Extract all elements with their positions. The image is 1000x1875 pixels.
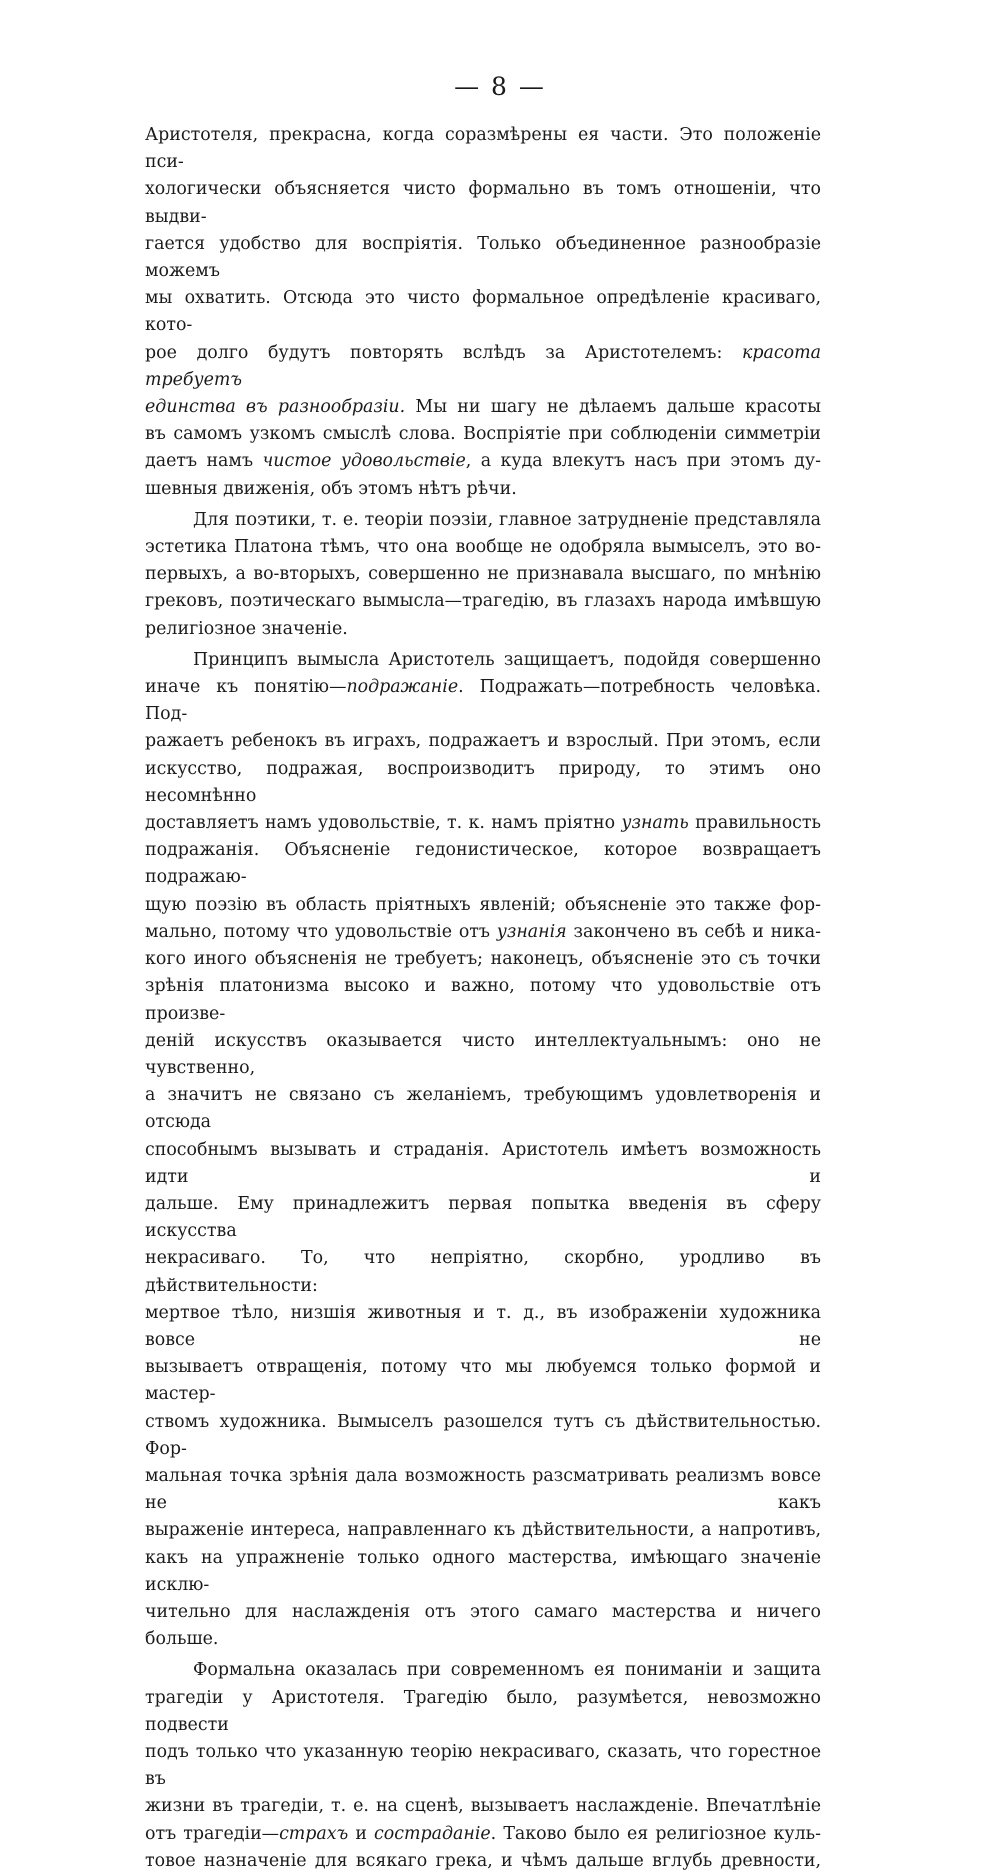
body-text — [145, 122, 821, 1875]
text-line: мертвое тѣло, низшія животныя и т. д., въ изображеніи художника вовсе не — [145, 1302, 821, 1350]
text-line: искусство, подражая, воспроизводитъ природу, то этимъ оно несомнѣнно — [145, 758, 821, 806]
text-line: мальная точка зрѣнія дала возможность разсматривать реализмъ вовсе не какъ — [145, 1465, 821, 1514]
text-line: Для поэтики, т. е. теоріи поэзіи, главное затрудненіе представляла — [193, 509, 821, 530]
text-run: . Таково было ея религіозное куль- — [490, 1823, 821, 1844]
text-line: ствомъ художника. Вымыселъ разошелся тутъ съ дѣйствительностью. Фор- — [145, 1411, 821, 1459]
paragraph-2 — [145, 507, 821, 643]
text-line: ражаетъ ребенокъ въ играхъ, подражаетъ и взрослый. При этомъ, если — [145, 731, 821, 752]
text-line: религіозное значеніе. — [145, 618, 348, 639]
text-line: деній искусствъ оказывается чисто интеллектуальнымъ: оно не чувственно, — [145, 1030, 821, 1078]
text-line: щую поэзію въ область пріятныхъ явленій; объясненіе это также фор- — [145, 894, 821, 915]
text-line — [145, 810, 821, 837]
text-line: грековъ, поэтическаго вымысла—трагедію, въ глазахъ народа имѣвшую — [145, 591, 821, 612]
text-line: чительно для наслажденія отъ этого самаго мастерства и ничего больше. — [145, 1601, 821, 1650]
text-line — [145, 1821, 821, 1848]
text-run: закончено въ себѣ и ника- — [566, 921, 821, 942]
text-line: подражанія. Объясненіе гедонистическое, которое возвращаетъ подражаю- — [145, 840, 821, 888]
text-line: выраженіе интереса, направленнаго къ дѣйствительности, а напротивъ, — [145, 1520, 821, 1541]
text-line — [145, 448, 821, 475]
text-line — [145, 394, 821, 421]
text-run: и — [348, 1823, 375, 1844]
text-line: хологически объясняется чисто формально въ томъ отношеніи, что выдви- — [145, 179, 821, 227]
text-run: доставляетъ намъ удовольствіе, т. к. намъ пріятно — [145, 813, 622, 834]
italic-run: чистое удовольствіе — [262, 451, 466, 472]
text-run: отъ трагедіи— — [145, 1823, 280, 1844]
text-line: Аристотеля, прекрасна, когда соразмѣрены ея части. Это положеніе пси- — [145, 125, 821, 173]
text-run: мально, потому что удовольствіе отъ — [145, 921, 497, 942]
text-run: . Подражать—потребность человѣка. Под- — [145, 677, 821, 725]
text-line: Формальна оказалась при современномъ ея пониманіи и защита — [193, 1660, 821, 1681]
text-line: Принципъ вымысла Аристотель защищаетъ, подойдя совершенно — [193, 649, 821, 670]
text-line: зрѣнія платонизма высоко и важно, потому что удовольствіе отъ произве- — [145, 976, 821, 1024]
text-run: рое долго будутъ повторять вслѣдъ за Аристотелемъ: — [145, 342, 743, 363]
text-line: товое назначеніе для всякаго грека, и чѣмъ дальше вглубь древности, — [145, 1850, 821, 1871]
text-run: , а куда влекутъ насъ при этомъ ду- — [465, 451, 821, 472]
text-line: трагедіи у Аристотеля. Трагедію было, разумѣется, невозможно подвести — [145, 1687, 821, 1735]
text-line: въ самомъ узкомъ смыслѣ слова. Воспріятіе при соблюденіи симметріи — [145, 424, 821, 445]
paragraph-4 — [145, 1657, 821, 1875]
text-line: способнымъ вызывать и страданія. Аристотель имѣетъ возможность идти и — [145, 1139, 821, 1187]
text-line: некрасиваго. То, что непріятно, скорбно, уродливо въ дѣйствительности: — [145, 1248, 821, 1296]
paragraph-1 — [145, 122, 821, 503]
italic-run: красота требуетъ — [145, 342, 821, 390]
text-run: иначе къ понятію— — [145, 677, 347, 698]
italic-run: узнать — [621, 813, 689, 834]
italic-run: страхъ — [279, 1823, 349, 1844]
text-run: Мы ни шагу не дѣлаемъ дальше красоты — [405, 397, 822, 418]
italic-run: единства въ разнообразіи. — [145, 397, 406, 418]
text-line: кого иного объясненія не требуетъ; наконецъ, объясненіе это съ точки — [145, 949, 821, 970]
text-line — [145, 919, 821, 946]
text-line: жизни въ трагедіи, т. е. на сценѣ, вызываетъ наслажденіе. Впечатлѣніе — [145, 1796, 821, 1817]
text-line: какъ на упражненіе только одного мастерства, имѣющаго значеніе исклю- — [145, 1547, 821, 1595]
page-number: — 8 — — [454, 72, 546, 101]
italic-run: узнанія — [496, 921, 567, 942]
italic-run: состраданіе — [374, 1823, 491, 1844]
italic-run: подражаніе — [346, 677, 459, 698]
paragraph-3 — [145, 647, 821, 1654]
text-run: даетъ намъ — [145, 451, 263, 472]
text-line: вызываетъ отвращенія, потому что мы любуемся только формой и мастер- — [145, 1357, 821, 1405]
text-line: гается удобство для воспріятія. Только объединенное разнообразіе можемъ — [145, 233, 821, 282]
text-line: эстетика Платона тѣмъ, что она вообще не одобряла вымыселъ, это во- — [145, 537, 821, 558]
text-line: дальше. Ему принадлежитъ первая попытка введенія въ сферу искусства — [145, 1193, 821, 1242]
text-line: а значитъ не связано съ желаніемъ, требующимъ удовлетворенія и отсюда — [145, 1085, 821, 1133]
text-line: мы охватить. Отсюда это чисто формальное опредѣленіе красиваго, кото- — [145, 288, 821, 336]
text-line — [145, 674, 821, 728]
text-line: шевныя движенія, объ этомъ нѣтъ рѣчи. — [145, 478, 517, 499]
text-run: правильность — [688, 813, 821, 834]
text-line: подъ только что указанную теорію некрасиваго, сказать, что горестное въ — [145, 1741, 821, 1790]
text-line: первыхъ, а во-вторыхъ, совершенно не признавала высшаго, по мнѣнію — [145, 564, 821, 585]
text-line — [145, 340, 821, 394]
